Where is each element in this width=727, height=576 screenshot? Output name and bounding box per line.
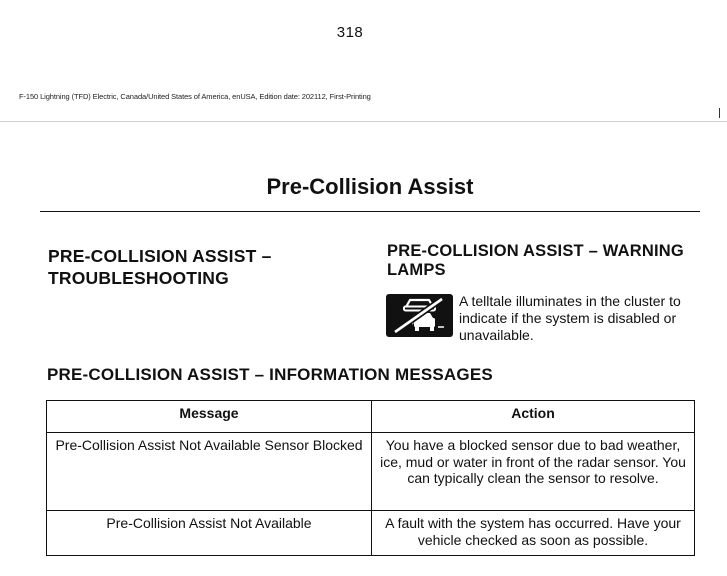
column-header-action: Action (372, 401, 695, 433)
page-number: 318 (336, 24, 364, 41)
header-divider (0, 121, 727, 122)
table-row (47, 511, 695, 556)
warning-lamp-description: A telltale illuminates in the cluster to indicate if the system is disabled or unavailable. (459, 293, 681, 343)
action-cell: A fault with the system has occurred. Have your vehicle checked as soon as possible. (372, 511, 695, 556)
chapter-divider (40, 211, 700, 212)
chapter-title: Pre-Collision Assist (266, 174, 474, 199)
message-cell: Pre-Collision Assist Not Available Sensor Blocked (47, 433, 372, 511)
information-messages-heading: PRE-COLLISION ASSIST – INFORMATION MESSAGES (47, 365, 493, 384)
margin-mark (719, 108, 720, 118)
warning-lamps-heading: PRE-COLLISION ASSIST – WARNING LAMPS (387, 242, 684, 279)
edition-info: F-150 Lightning (TFD) Electric, Canada/United States of America, enUSA, Edition date: 202112, First-Printing (19, 92, 371, 101)
table-header-row (47, 401, 695, 433)
table-row (47, 433, 695, 511)
troubleshooting-heading: PRE-COLLISION ASSIST – TROUBLESHOOTING (48, 246, 272, 288)
pre-collision-assist-off-icon (386, 294, 453, 337)
message-cell: Pre-Collision Assist Not Available (47, 511, 372, 556)
information-messages-table (46, 400, 695, 556)
action-cell: You have a blocked sensor due to bad weather, ice, mud or water in front of the radar sensor. You can typically clean the sensor to resolve. (372, 433, 695, 511)
column-header-message: Message (47, 401, 372, 433)
